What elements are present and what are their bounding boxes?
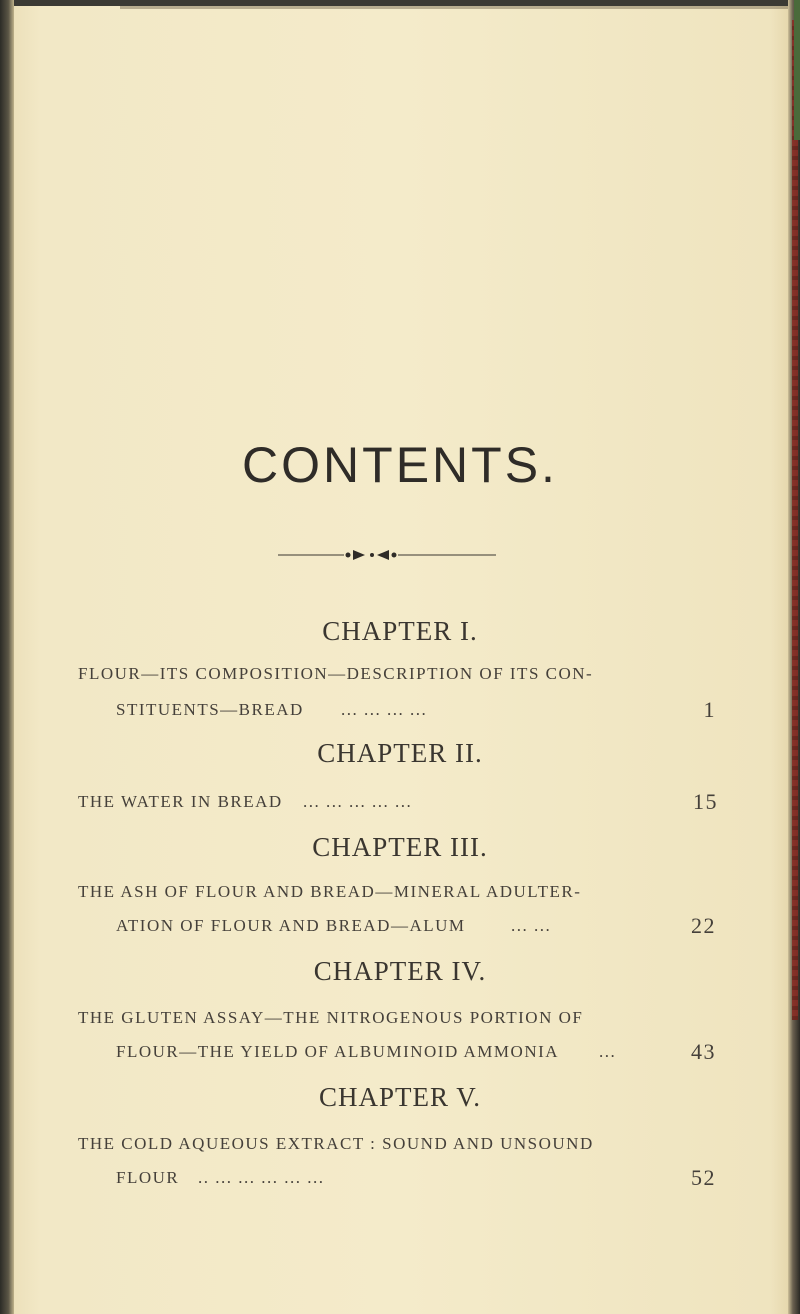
chapter-1-heading: CHAPTER I.	[322, 616, 478, 646]
chapter-3-heading: CHAPTER III.	[312, 832, 488, 862]
chapter-2-line-1: THE WATER IN BREAD	[78, 792, 283, 811]
chapter-3-page-number: 22	[691, 913, 716, 938]
chapter-1-line-1: FLOUR—ITS COMPOSITION—DESCRIPTION OF ITS CON-	[78, 664, 594, 683]
chapter-3-leaders: ... ...	[511, 916, 552, 935]
page-top-shadow	[120, 6, 800, 9]
chapter-4-leaders: ...	[599, 1042, 617, 1061]
chapter-4-line-2: FLOUR—THE YIELD OF ALBUMINOID AMMONIA	[116, 1042, 560, 1061]
page-left-edge	[0, 0, 14, 1314]
chapter-4-entry	[116, 1039, 716, 1064]
chapter-2-entry	[78, 789, 718, 814]
chapter-3-line-1: THE ASH OF FLOUR AND BREAD—MINERAL ADULTER-	[78, 882, 582, 901]
binding-edge	[792, 20, 798, 1020]
chapter-2-heading: CHAPTER II.	[317, 738, 483, 768]
chapter-4-line-1: THE GLUTEN ASSAY—THE NITROGENOUS PORTION OF	[78, 1008, 584, 1027]
chapter-5-entry	[116, 1165, 716, 1190]
chapter-5-page-number: 52	[691, 1165, 716, 1190]
ornament-divider	[278, 548, 508, 562]
chapter-5-leaders: .. ... ... ... ... ...	[198, 1168, 325, 1187]
chapter-5-line-1: THE COLD AQUEOUS EXTRACT : SOUND AND UNSOUND	[78, 1134, 594, 1153]
page-title: CONTENTS.	[242, 437, 558, 493]
chapter-2-page-number: 15	[693, 789, 718, 814]
chapter-1-page-number: 1	[703, 697, 716, 722]
chapter-1-line-2: STITUENTS—BREAD	[116, 700, 304, 719]
chapter-1-leaders: ... ... ... ...	[341, 700, 428, 719]
chapter-5-heading: CHAPTER V.	[318, 1082, 482, 1112]
chapter-4-page-number: 43	[691, 1039, 716, 1064]
chapter-3-entry	[116, 913, 716, 938]
chapter-1-entry	[116, 697, 716, 722]
chapter-5-line-2: FLOUR	[116, 1168, 180, 1187]
chapter-4-heading: CHAPTER IV.	[313, 956, 487, 986]
chapter-2-leaders: ... ... ... ... ...	[303, 792, 413, 811]
binding-corner	[794, 0, 800, 140]
chapter-3-line-2: ATION OF FLOUR AND BREAD—ALUM	[116, 916, 466, 935]
